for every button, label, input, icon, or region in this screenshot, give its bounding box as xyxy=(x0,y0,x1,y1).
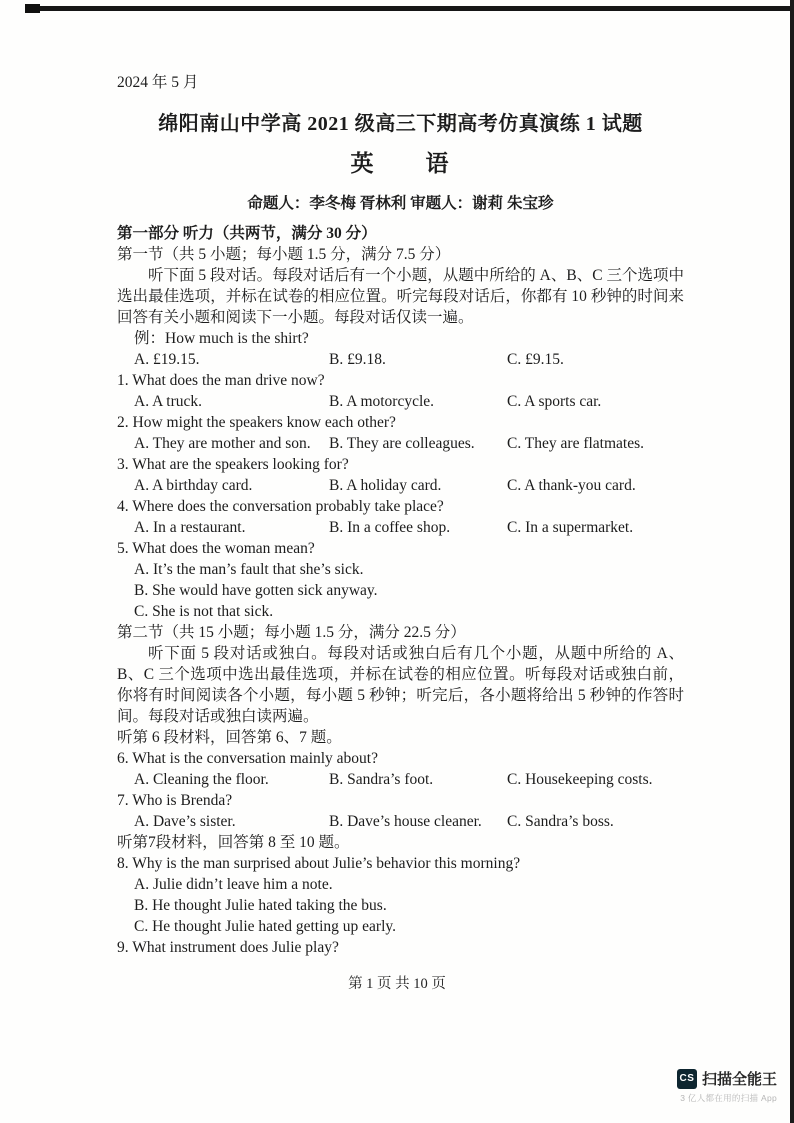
options-row xyxy=(117,811,684,832)
question-block xyxy=(117,370,684,412)
question-stem: 7. Who is Brenda? xyxy=(117,792,233,809)
answer-option: A. Julie didn’t leave him a note. xyxy=(134,876,333,893)
question-block xyxy=(117,328,684,370)
section-heading: 第一部分 听力（共两节，满分 30 分） xyxy=(117,225,377,242)
answer-option: A. A birthday card. xyxy=(134,477,253,494)
answer-option: C. Housekeeping costs. xyxy=(507,771,653,788)
answer-option: B. Sandra’s foot. xyxy=(329,771,434,788)
text-line: 9. What instrument does Julie play? xyxy=(117,939,339,956)
scanner-brand-name: 扫描全能王 xyxy=(701,1071,777,1088)
answer-option: B. Dave’s house cleaner. xyxy=(329,813,482,830)
answer-option: A. They are mother and son. xyxy=(134,435,311,452)
scan-artifact-top-cap xyxy=(25,4,40,13)
question-block xyxy=(117,748,684,790)
answer-option: C. A sports car. xyxy=(507,393,602,410)
text-line: 听第 6 段材料，回答第 6、7 题。 xyxy=(117,729,342,746)
question-stem: 8. Why is the man surprised about Julie’s behavior this morning? xyxy=(117,855,521,872)
page-content xyxy=(117,70,684,958)
answer-option: B. A motorcycle. xyxy=(329,393,435,410)
text-line: 第一节（共 5 小题；每小题 1.5 分，满分 7.5 分） xyxy=(117,246,451,263)
answer-option: C. £9.15. xyxy=(507,351,564,368)
question-block xyxy=(117,454,684,496)
question-stem: 5. What does the woman mean? xyxy=(117,540,315,557)
answer-option: C. A thank-you card. xyxy=(507,477,636,494)
answer-option: C. They are flatmates. xyxy=(507,435,645,452)
options-row xyxy=(117,769,684,790)
answer-option: C. In a supermarket. xyxy=(507,519,634,536)
answer-option: A. Cleaning the floor. xyxy=(134,771,269,788)
options-row xyxy=(117,433,684,454)
exam-authors: 命题人：李冬梅 胥林利 审题人：谢莉 朱宝珍 xyxy=(247,195,554,212)
answer-option: A. It’s the man’s fault that she’s sick. xyxy=(134,561,364,578)
question-block xyxy=(117,790,684,832)
answer-option: B. In a coffee shop. xyxy=(329,519,451,536)
scan-artifact-right-line xyxy=(790,0,794,1123)
answer-option: A. £19.15. xyxy=(134,351,200,368)
scanner-watermark xyxy=(677,1068,777,1104)
answer-option: A. Dave’s sister. xyxy=(134,813,236,830)
answer-option: B. They are colleagues. xyxy=(329,435,475,452)
options-row xyxy=(117,517,684,538)
answer-option: A. In a restaurant. xyxy=(134,519,246,536)
answer-option: C. Sandra’s boss. xyxy=(507,813,614,830)
question-block xyxy=(117,496,684,538)
answer-option: C. She is not that sick. xyxy=(134,603,274,620)
scan-artifact-top-line xyxy=(26,6,794,11)
question-stem: 6. What is the conversation mainly about? xyxy=(117,750,378,767)
exam-subject: 英 语 xyxy=(350,151,451,176)
text-line: 第二节（共 15 小题；每小题 1.5 分，满分 22.5 分） xyxy=(117,624,466,641)
question-stem: 3. What are the speakers looking for? xyxy=(117,456,349,473)
camscanner-logo-icon: CS xyxy=(677,1069,697,1089)
answer-option: C. He thought Julie hated getting up early. xyxy=(134,918,397,935)
options-row xyxy=(117,349,684,370)
instructions-paragraph: 听下面 5 段对话。每段对话后有一个小题，从题中所给的 A、B、C 三个选项中选出最佳选项，并标在试卷的相应位置。听完每段对话后，你都有 10 秒钟的时间来回答有关小题和阅读下一小题。每段对话仅读一遍。 xyxy=(117,267,684,326)
document-body xyxy=(117,223,684,958)
exam-date: 2024 年 5 月 xyxy=(117,74,199,91)
text-line: 听第7段材料，回答第 8 至 10 题。 xyxy=(117,834,350,851)
question-stem: 1. What does the man drive now? xyxy=(117,372,325,389)
options-row xyxy=(117,475,684,496)
instructions-paragraph: 听下面 5 段对话或独白。每段对话或独白后有几个小题，从题中所给的 A、B、C 三个选项中选出最佳选项，并标在试卷的相应位置。听每段对话或独白前，你将有时间阅读各个小题，每小题 5 秒钟；听完后，各小题将给出 5 秒钟的作答时间。每段对话或独白读两遍。 xyxy=(117,645,684,725)
answer-option: B. She would have gotten sick anyway. xyxy=(134,582,378,599)
page-number: 第 1 页 共 10 页 xyxy=(348,976,446,992)
exam-title: 绵阳南山中学高 2021 级高三下期高考仿真演练 1 试题 xyxy=(158,113,643,135)
answer-option: B. A holiday card. xyxy=(329,477,442,494)
question-block xyxy=(117,538,684,622)
answer-option: B. £9.18. xyxy=(329,351,386,368)
scanner-tagline: 3 亿人都在用的扫描 App xyxy=(680,1093,777,1103)
options-row xyxy=(117,391,684,412)
answer-option: B. He thought Julie hated taking the bus. xyxy=(134,897,387,914)
question-stem: 4. Where does the conversation probably take place? xyxy=(117,498,444,515)
question-stem: 例：How much is the shirt? xyxy=(134,330,309,347)
question-block xyxy=(117,853,684,937)
scanner-brand-row xyxy=(677,1068,777,1089)
question-stem: 2. How might the speakers know each other? xyxy=(117,414,396,431)
answer-option: A. A truck. xyxy=(134,393,203,410)
question-block xyxy=(117,412,684,454)
